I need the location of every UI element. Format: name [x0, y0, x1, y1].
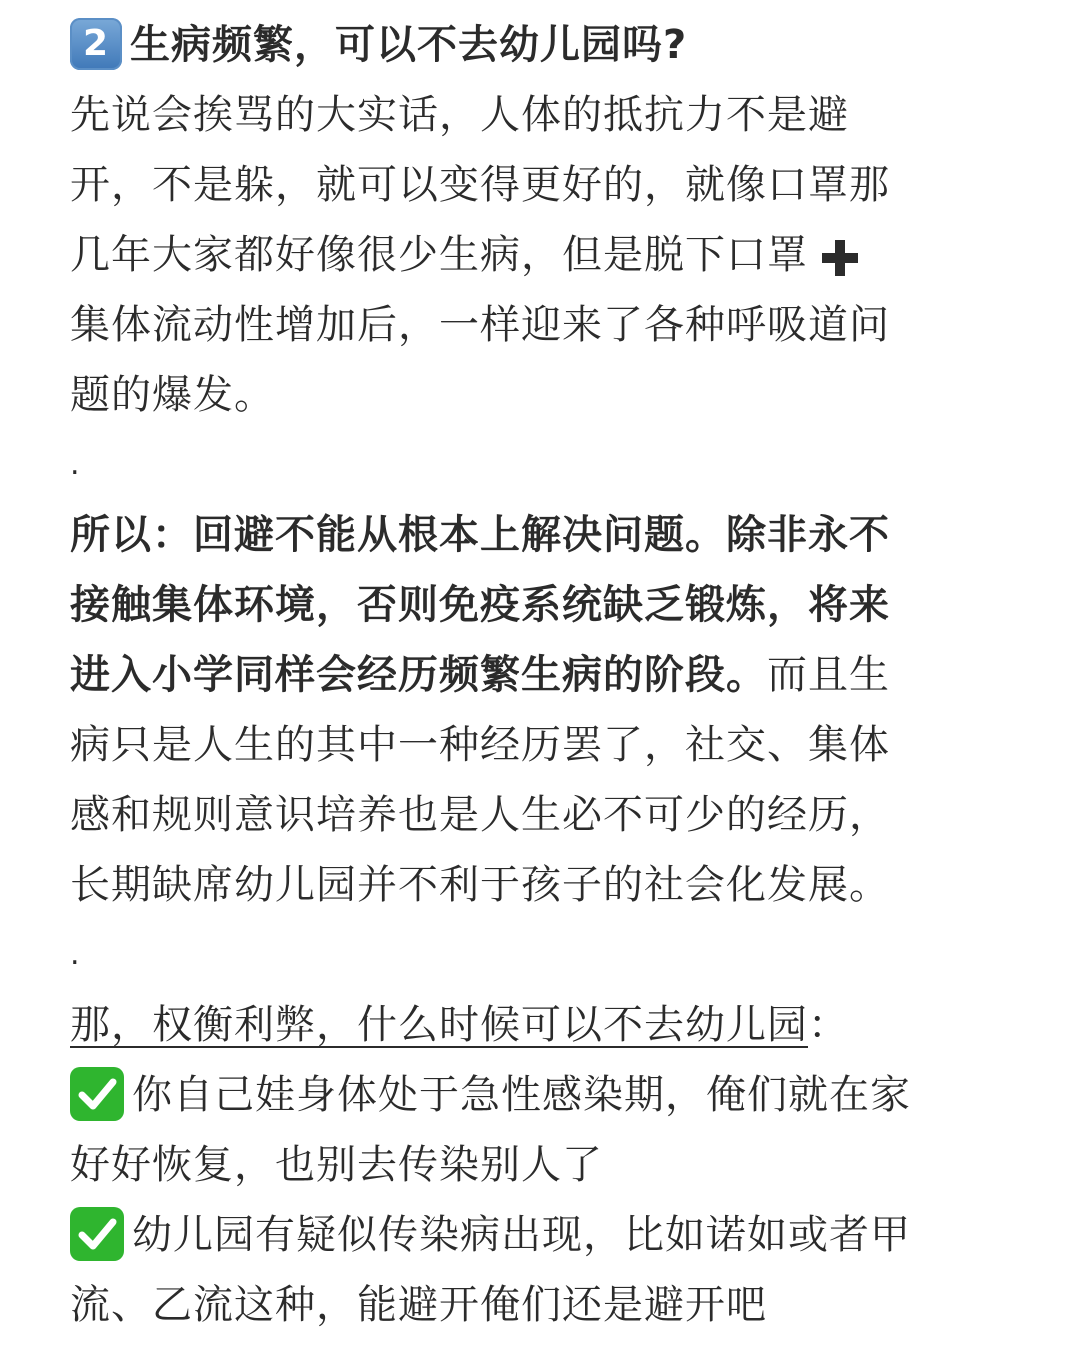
subheading-colon: ： [808, 1002, 849, 1048]
section-heading [70, 10, 1010, 80]
paragraph-line-bold: 接触集体环境，否则免疫系统缺乏锻炼，将来 [70, 582, 890, 628]
paragraph-line: 长期缺席幼儿园并不利于孩子的社会化发展。 [70, 862, 890, 908]
paragraph-2 [70, 500, 1010, 920]
checklist-item [70, 1060, 1010, 1200]
paragraph-line [70, 640, 1010, 710]
paragraph-line: 集体流动性增加后，一样迎来了各种呼吸道问 [70, 302, 890, 348]
paragraph-line-bold: 所以：回避不能从根本上解决问题。除非永不 [70, 512, 890, 558]
checklist-line [70, 1060, 1010, 1130]
checklist-line: 好好恢复，也别去传染别人了 [70, 1142, 603, 1188]
paragraph-line-text: 几年大家都好像很少生病，但是脱下口罩 [70, 232, 808, 278]
keycap-two-icon: 2 [70, 18, 122, 70]
checklist-line [70, 1200, 1010, 1270]
checklist-text: 幼儿园有疑似传染病出现，比如诺如或者甲 [132, 1212, 911, 1258]
checklist-text: 你自己娃身体处于急性感染期，俺们就在家 [132, 1072, 911, 1118]
paragraph-text: 而且生 [767, 652, 890, 698]
paragraph-1 [70, 80, 1010, 430]
checklist [70, 1060, 1010, 1340]
divider-dot: . [70, 447, 80, 482]
subheading-text: 那，权衡利弊，什么时候可以不去幼儿园 [70, 1002, 808, 1048]
divider-dot: . [70, 937, 80, 972]
article [70, 10, 1010, 1340]
check-mark-button-icon [70, 1067, 124, 1121]
paragraph-line [70, 220, 1010, 290]
check-mark-button-icon [70, 1207, 124, 1261]
checklist-line: 流、乙流这种，能避开俺们还是避开吧 [70, 1282, 767, 1328]
paragraph-line: 感和规则意识培养也是人生必不可少的经历， [70, 792, 890, 838]
heavy-plus-icon [818, 232, 862, 276]
paragraph-line: 先说会挨骂的大实话，人体的抵抗力不是避 [70, 92, 849, 138]
paragraph-line: 开，不是躲，就可以变得更好的，就像口罩那 [70, 162, 890, 208]
paragraph-bold-text: 进入小学同样会经历频繁生病的阶段。 [70, 652, 767, 698]
subheading [70, 990, 1010, 1060]
checklist-item [70, 1200, 1010, 1340]
paragraph-line: 题的爆发。 [70, 372, 275, 418]
paragraph-line: 病只是人生的其中一种经历罢了，社交、集体 [70, 722, 890, 768]
section-title: 生病频繁，可以不去幼儿园吗? [130, 22, 688, 68]
